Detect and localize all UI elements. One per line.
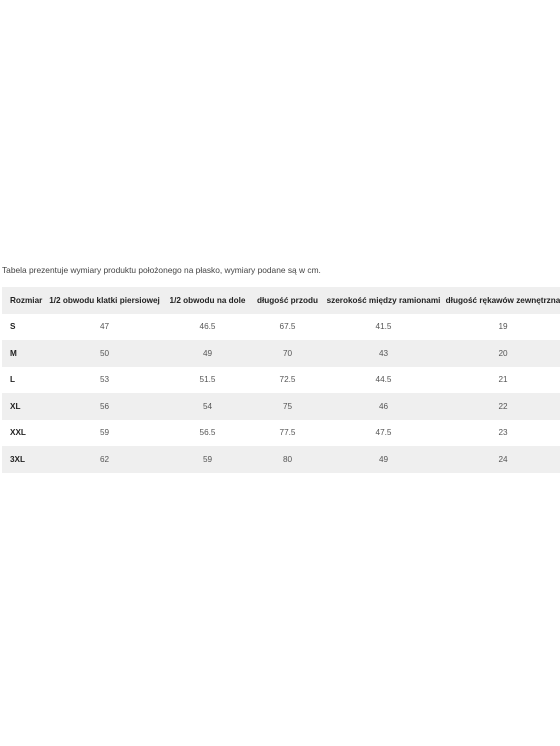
table-row	[2, 420, 560, 447]
table-row	[2, 340, 560, 367]
table-cell: 59	[202, 454, 213, 464]
table-cell: 53	[99, 375, 110, 385]
table-cell: 75	[282, 401, 293, 411]
cell-size: S	[10, 322, 16, 332]
table-cell: 47	[99, 322, 110, 332]
table-cell: 24	[498, 454, 508, 464]
cell-size: 3XL	[10, 454, 26, 464]
table-cell: 77.5	[279, 428, 296, 438]
table-cell: 19	[498, 322, 508, 332]
table-cell: 70	[282, 348, 293, 358]
header-size: Rozmiar	[10, 295, 43, 305]
table-cell: 50	[99, 348, 110, 358]
size-table	[2, 287, 560, 473]
table-cell: 54	[202, 401, 213, 411]
table-cell: 47.5	[375, 428, 392, 438]
size-table-container	[2, 287, 560, 473]
table-cell: 49	[378, 454, 389, 464]
cell-size: M	[10, 348, 17, 358]
table-cell: 44.5	[375, 375, 392, 385]
table-cell: 80	[282, 454, 293, 464]
header-shoulder-width: szerokość między ramionami	[326, 295, 441, 305]
table-cell: 46	[378, 401, 389, 411]
cell-size: XXL	[10, 428, 26, 438]
table-cell: 72.5	[279, 375, 296, 385]
table-cell: 43	[378, 348, 389, 358]
table-cell: 22	[498, 401, 508, 411]
table-cell: 41.5	[375, 322, 392, 332]
size-table-caption: Tabela prezentuje wymiary produktu położonego na płasko, wymiary podane są w cm.	[2, 265, 321, 275]
header-front-length: długość przodu	[257, 295, 318, 305]
table-cell: 23	[498, 428, 508, 438]
table-row	[2, 314, 560, 341]
cell-size: XL	[10, 401, 21, 411]
table-cell: 67.5	[279, 322, 296, 332]
table-cell: 46.5	[199, 322, 216, 332]
table-row	[2, 393, 560, 420]
header-sleeve-length: długość rękawów zewnętrzna	[445, 295, 560, 305]
header-half-bottom: 1/2 obwodu na dole	[169, 295, 246, 305]
table-cell: 21	[498, 375, 508, 385]
table-row	[2, 446, 560, 473]
cell-size: L	[10, 375, 16, 385]
table-cell: 59	[99, 428, 110, 438]
table-cell: 56	[99, 401, 110, 411]
header-half-chest: 1/2 obwodu klatki piersiowej	[49, 295, 160, 305]
table-header-row	[2, 287, 560, 314]
table-cell: 20	[498, 348, 508, 358]
table-cell: 51.5	[199, 375, 216, 385]
table-cell: 49	[202, 348, 213, 358]
table-cell: 62	[99, 454, 110, 464]
table-cell: 56.5	[199, 428, 216, 438]
table-row	[2, 367, 560, 394]
